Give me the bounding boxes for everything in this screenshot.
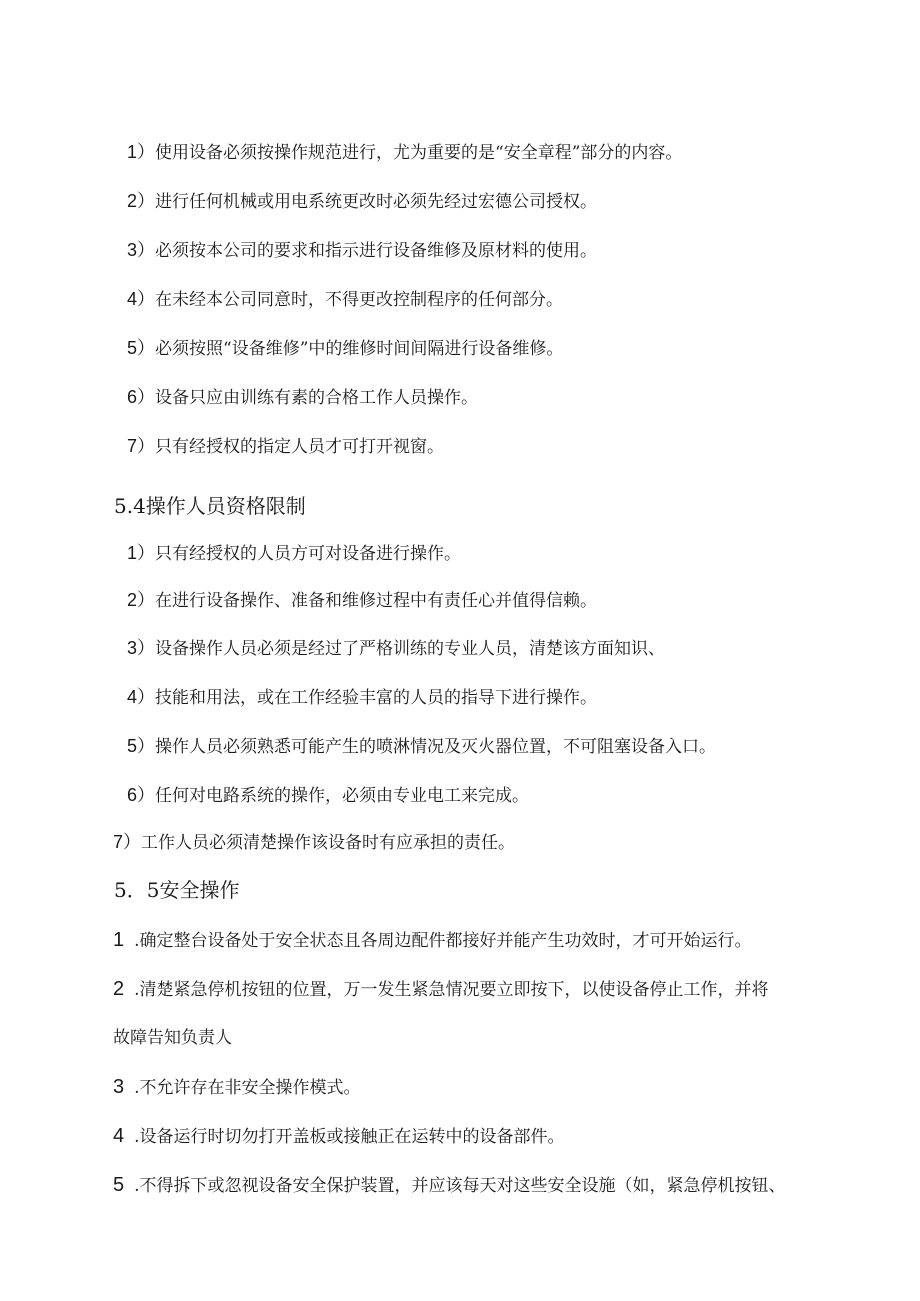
item-text: 只有经授权的指定人员才可打开视窗。	[155, 437, 445, 457]
item-number: 7）	[127, 436, 156, 456]
item-number: 4	[113, 1125, 125, 1147]
item-text: 使用设备必须按操作规范进行，尤为重要的是“安全章程”部分的内容。	[155, 143, 683, 163]
item-number: 5）	[127, 736, 156, 756]
item-text: 只有经授权的人员方可对设备进行操作。	[155, 544, 462, 564]
item-text: .不允许存在非安全操作模式。	[134, 1078, 361, 1098]
item-text: 必须按照“设备维修”中的维修时间间隔进行设备维修。	[155, 339, 564, 359]
item-number: 7）	[113, 832, 142, 852]
item-number: 6）	[127, 785, 156, 805]
list-item	[113, 977, 769, 1002]
list-item	[127, 685, 597, 710]
list-item	[127, 636, 665, 661]
list-item	[127, 434, 444, 459]
item-number: 3）	[127, 638, 156, 658]
list-item	[113, 830, 515, 855]
item-text: 操作人员必须熟悉可能产生的喷淋情况及灭火器位置，不可阻塞设备入口。	[155, 737, 717, 757]
item-text: 在未经本公司同意时，不得更改控制程序的任何部分。	[155, 290, 564, 310]
item-number: 3）	[127, 240, 156, 260]
item-text: 技能和用法，或在工作经验丰富的人员的指导下进行操作。	[155, 688, 598, 708]
list-item	[127, 189, 597, 214]
item-text: 必须按本公司的要求和指示进行设备维修及原材料的使用。	[155, 241, 598, 261]
item-text: 进行任何机械或用电系统更改时必须先经过宏德公司授权。	[155, 192, 598, 212]
list-item	[113, 928, 752, 953]
item-number: 2	[113, 978, 125, 1000]
item-text: 工作人员必须清楚操作该设备时有应承担的责任。	[141, 833, 516, 853]
item-text: .清楚紧急停机按钮的位置，万一发生紧急情况要立即按下，以使设备停止工作，并将	[134, 980, 769, 1000]
list-item	[113, 1173, 786, 1198]
list-item	[127, 734, 716, 759]
item-number: 5）	[127, 338, 156, 358]
item-number: 2）	[127, 191, 156, 211]
item-number: 4）	[127, 687, 156, 707]
list-item	[113, 1124, 565, 1149]
list-item	[127, 588, 597, 613]
list-item	[127, 238, 597, 263]
item-number: 1）	[127, 543, 156, 563]
list-item	[127, 783, 529, 808]
item-text: .确定整台设备处于安全状态且各周边配件都接好并能产生功效时，才可开始运行。	[134, 931, 752, 951]
item-number: 6）	[127, 387, 156, 407]
item-number: 1）	[127, 142, 156, 162]
item-text: .不得拆下或忽视设备安全保护装置，并应该每天对这些安全设施（如，紧急停机按钮、	[134, 1176, 786, 1196]
list-item	[113, 1075, 361, 1100]
list-item	[127, 140, 682, 165]
list-item	[127, 541, 461, 566]
item-text: 设备操作人员必须是经过了严格训练的专业人员，清楚该方面知识、	[155, 639, 666, 659]
item-number: 2）	[127, 590, 156, 610]
list-item	[127, 385, 478, 410]
item-number: 5	[113, 1174, 125, 1196]
item-text: .设备运行时切勿打开盖板或接触正在运转中的设备部件。	[134, 1127, 565, 1147]
list-item	[127, 287, 563, 312]
item-number: 4）	[127, 289, 156, 309]
item-number: 1	[113, 929, 125, 951]
item-text: 设备只应由训练有素的合格工作人员操作。	[155, 388, 479, 408]
section-heading: 5．5安全操作	[114, 878, 240, 902]
list-item-continuation: 故障告知负责人	[113, 1028, 232, 1048]
item-number: 3	[113, 1076, 125, 1098]
item-text: 任何对电路系统的操作，必须由专业电工来完成。	[155, 786, 530, 806]
section-heading: 5.4操作人员资格限制	[114, 494, 306, 518]
item-text: 在进行设备操作、准备和维修过程中有责任心并值得信赖。	[155, 591, 598, 611]
list-item	[127, 336, 563, 361]
